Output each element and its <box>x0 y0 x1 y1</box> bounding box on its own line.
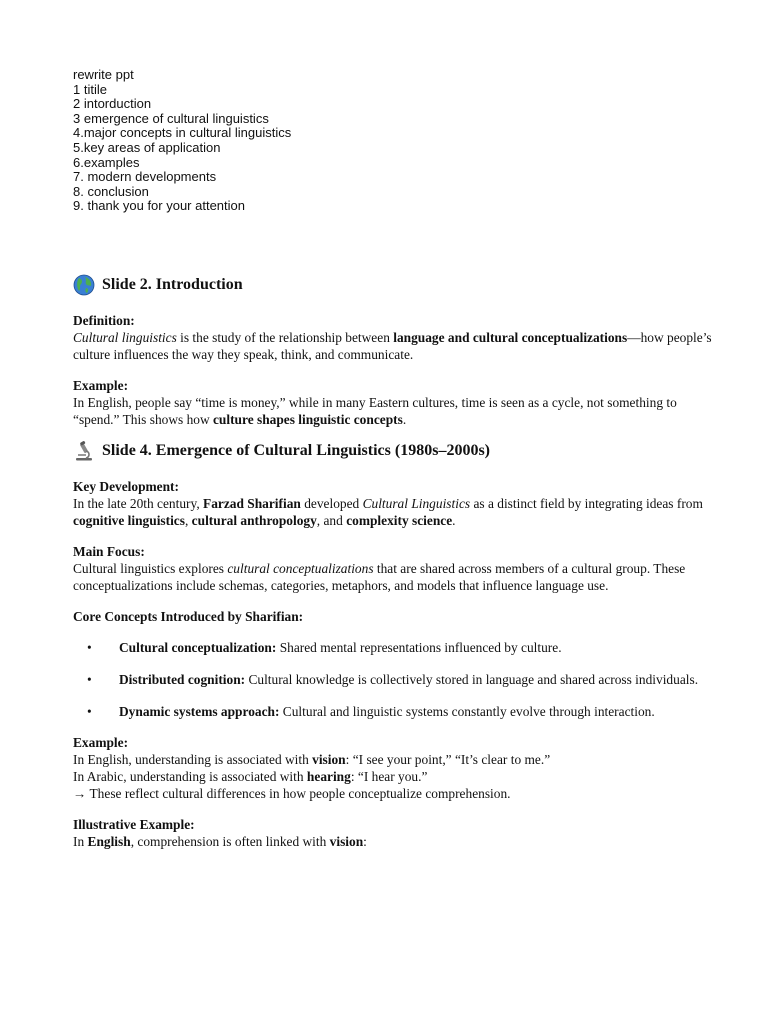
example-label: Example: <box>73 377 129 393</box>
list-item <box>73 639 713 656</box>
slide4-title: Slide 4. Emergence of Cultural Linguistics (1980s–2000s) <box>102 441 490 459</box>
text-run: is the study of the relationship between <box>176 329 394 345</box>
key-development-text <box>73 495 713 529</box>
term-bold: English <box>87 833 131 849</box>
text-run: Cultural knowledge is collectively stored in language and shared across individuals. <box>245 671 699 687</box>
text-run: , comprehension is often linked with <box>130 833 330 849</box>
text-run: as a distinct field by integrating ideas from <box>470 495 703 511</box>
term-bold: language and cultural conceptualizations <box>393 329 628 345</box>
text-run: : “I hear you.” <box>350 768 428 784</box>
text-run: developed <box>300 495 363 511</box>
definition-text <box>73 329 713 363</box>
text-run: —how people’s culture influences the way they speak, think, and communicate. <box>73 329 712 362</box>
main-focus-text <box>73 560 713 594</box>
term-bold: Dynamic systems approach: <box>119 703 280 719</box>
main-focus-label: Main Focus: <box>73 543 145 559</box>
term-bold: Cultural conceptualization: <box>119 639 277 655</box>
text-run: In Arabic, understanding is associated with <box>73 768 307 784</box>
outline-item: 5.key areas of application <box>73 139 221 155</box>
bullet-icon: • <box>87 671 92 687</box>
term-italic: Cultural linguistics <box>73 329 177 345</box>
outline-item: 3 emergence of cultural linguistics <box>73 110 269 126</box>
slide2-example-section <box>73 377 713 428</box>
text-run: In English, people say “time is money,” while in many Eastern cultures, time is seen as a cycle, not something to “spend.” This shows how <box>73 394 677 427</box>
text-run: Cultural linguistics explores <box>73 560 228 576</box>
slide2-heading <box>73 274 713 296</box>
term-bold: Distributed cognition: <box>119 671 246 687</box>
example-text <box>73 394 713 428</box>
illustrative-example-section <box>73 816 713 850</box>
text-run: Cultural and linguistic systems constantly evolve through interaction. <box>279 703 655 719</box>
term-italic: cultural conceptualizations <box>227 560 374 576</box>
illustrative-example-text <box>73 833 713 850</box>
text-run: In the late 20th century, <box>73 495 204 511</box>
example-line: → These reflect cultural differences in how people conceptualize comprehension. <box>73 785 511 801</box>
text-run: . <box>402 411 407 427</box>
term-bold: Farzad Sharifian <box>203 495 301 511</box>
list-item <box>73 671 713 688</box>
example-label: Example: <box>73 734 129 750</box>
list-item <box>73 703 713 720</box>
text-run: Shared mental representations influenced by culture. <box>276 639 562 655</box>
core-concepts-list <box>73 639 713 720</box>
slide2-title: Slide 2. Introduction <box>102 275 243 293</box>
globe-icon <box>73 274 95 296</box>
text-run: : <box>363 833 367 849</box>
microscope-icon <box>73 440 95 462</box>
outline-item: 9. thank you for your attention <box>73 198 245 214</box>
text-run: that are shared across members of a cultural group. These conceptualizations include schemas, categories, metaphors, and models that influence language use. <box>73 560 686 593</box>
outline-item: 4.major concepts in cultural linguistics <box>73 125 292 141</box>
key-development-label: Key Development: <box>73 478 179 494</box>
outline-item: 1 titile <box>73 81 107 97</box>
document-page <box>73 68 713 850</box>
outline-item: 2 intorduction <box>73 96 152 112</box>
core-concepts-section <box>73 608 713 720</box>
bullet-icon: • <box>87 703 92 719</box>
illustrative-example-label: Illustrative Example: <box>73 816 195 832</box>
term-bold: hearing <box>306 768 351 784</box>
text-run: : “I see your point,” “It’s clear to me.” <box>345 751 551 767</box>
bullet-icon: • <box>87 639 92 655</box>
text-run: , <box>184 512 192 528</box>
term-bold: cultural anthropology <box>191 512 317 528</box>
outline-item: 6.examples <box>73 154 140 170</box>
term-bold: cognitive linguistics <box>73 512 185 528</box>
core-concepts-label: Core Concepts Introduced by Sharifian: <box>73 608 304 624</box>
definition-section <box>73 312 713 363</box>
outline-item: 8. conclusion <box>73 183 149 199</box>
term-bold: vision <box>329 833 364 849</box>
example-line <box>73 768 713 785</box>
term-bold: complexity science <box>346 512 453 528</box>
example-line <box>73 751 713 768</box>
text-run: In English, understanding is associated with <box>73 751 313 767</box>
term-italic: Cultural Linguistics <box>362 495 471 511</box>
outline-heading: rewrite ppt <box>73 67 134 82</box>
text-run: , and <box>316 512 347 528</box>
slide4-heading <box>73 440 713 462</box>
outline-item: 7. modern developments <box>73 169 217 185</box>
main-focus-section <box>73 543 713 594</box>
text-run: In <box>73 833 88 849</box>
term-bold: vision <box>312 751 346 767</box>
definition-label: Definition: <box>73 312 135 328</box>
outline-block <box>73 68 713 214</box>
slide4-example-section <box>73 734 713 802</box>
term-bold: culture shapes linguistic concepts <box>212 411 403 427</box>
key-development-section <box>73 478 713 529</box>
text-run: . <box>452 512 456 528</box>
